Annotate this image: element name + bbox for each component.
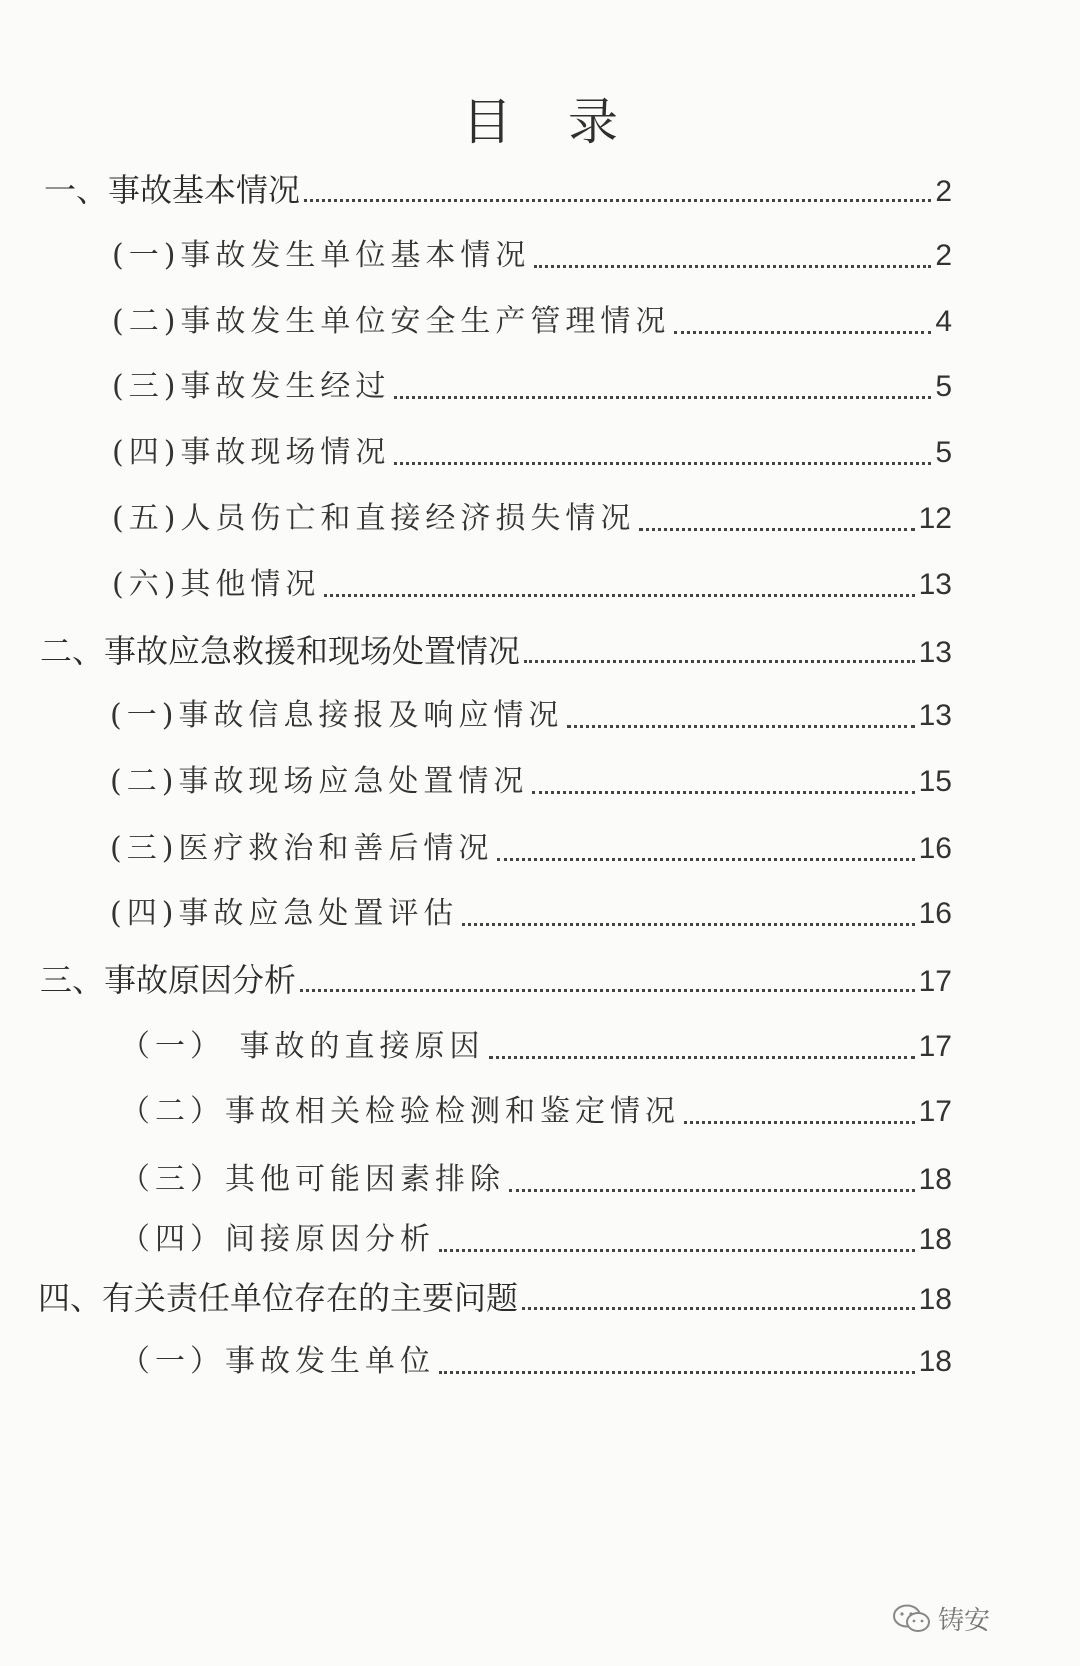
- toc-entry-page: 4: [935, 305, 952, 338]
- toc-leader-dots: [684, 1097, 915, 1124]
- toc-leader-dots: [439, 1225, 915, 1252]
- toc-entry-label: (四)事故现场情况: [112, 435, 391, 470]
- toc-leader-dots: [439, 1347, 915, 1374]
- toc-entry-label: 二、事故应急救援和现场处置情况: [40, 632, 521, 670]
- toc-entry[interactable]: [120, 1158, 952, 1202]
- toc-entry-label: （四）间接原因分析: [120, 1222, 435, 1257]
- title-char-2: 录: [568, 93, 618, 151]
- toc-entry-page: 18: [918, 1223, 952, 1256]
- toc-leader-dots: [300, 965, 915, 992]
- toc-entry-page: 18: [918, 1283, 952, 1316]
- toc-entry[interactable]: [40, 958, 952, 1002]
- toc-entry-label: （一）事故发生单位: [120, 1344, 435, 1379]
- toc-entry[interactable]: [120, 1090, 952, 1134]
- toc-entry-label: 一、事故基本情况: [44, 171, 301, 209]
- toc-leader-dots: [522, 1283, 915, 1310]
- toc-entry-label: (三)事故发生经过: [112, 369, 391, 404]
- toc-entry-page: 15: [918, 765, 952, 798]
- toc-entry-page: 18: [918, 1345, 952, 1378]
- toc-leader-dots: [639, 504, 914, 531]
- toc-entry-label: 三、事故原因分析: [40, 961, 297, 999]
- toc-entry-page: 5: [935, 436, 952, 469]
- toc-entry[interactable]: [110, 827, 952, 871]
- toc-entry-page: 13: [918, 568, 952, 601]
- toc-entry-page: 13: [918, 636, 952, 669]
- toc-leader-dots: [489, 1032, 915, 1059]
- toc-entry-label: 四、有关责任单位存在的主要问题: [38, 1279, 519, 1317]
- toc-entry[interactable]: [120, 1218, 952, 1262]
- toc-leader-dots: [304, 175, 931, 202]
- toc-entry-label: (一)事故发生单位基本情况: [112, 238, 531, 273]
- toc-entry-page: 18: [918, 1163, 952, 1196]
- toc-entry-label: （三）其他可能因素排除: [120, 1162, 505, 1197]
- toc-entry-page: 2: [935, 175, 952, 208]
- toc-entry-page: 2: [935, 239, 952, 272]
- toc-entry-page: 17: [918, 965, 952, 998]
- toc-entry[interactable]: [112, 300, 952, 344]
- toc-entry-page: 17: [918, 1030, 952, 1063]
- toc-entry-page: 16: [918, 832, 952, 865]
- toc-entry[interactable]: [112, 431, 952, 475]
- toc-entry-label: (四)事故应急处置评估: [110, 896, 459, 931]
- toc-entry[interactable]: [112, 563, 952, 607]
- toc-entry-label: (五)人员伤亡和直接经济损失情况: [112, 501, 636, 536]
- toc-entry-label: (一)事故信息接报及响应情况: [110, 698, 564, 733]
- toc-leader-dots: [394, 372, 931, 399]
- toc-entry-page: 17: [918, 1095, 952, 1128]
- toc-entry[interactable]: [110, 760, 952, 804]
- toc-leader-dots: [534, 241, 931, 268]
- toc-entry-label: （二）事故相关检验检测和鉴定情况: [120, 1094, 680, 1129]
- toc-entry[interactable]: [112, 234, 952, 278]
- toc-entry[interactable]: [110, 694, 952, 738]
- toc-entry-label: (六)其他情况: [112, 567, 321, 602]
- toc-leader-dots: [394, 438, 931, 465]
- toc-entry[interactable]: [112, 365, 952, 409]
- watermark-text: 铸安: [938, 1606, 991, 1636]
- title-char-1: 目: [462, 93, 512, 151]
- toc-entry[interactable]: [112, 497, 952, 541]
- toc-entry[interactable]: [40, 629, 952, 673]
- toc-leader-dots: [674, 307, 931, 334]
- toc-entry-label: (二)事故发生单位安全生产管理情况: [112, 304, 671, 339]
- toc-leader-dots: [462, 899, 914, 926]
- toc-entry[interactable]: [38, 1276, 952, 1320]
- toc-entry-label: (二)事故现场应急处置情况: [110, 764, 529, 799]
- watermark: [892, 1600, 990, 1637]
- toc-entry[interactable]: [120, 1340, 952, 1384]
- toc-leader-dots: [324, 570, 914, 597]
- toc-entry-page: 12: [918, 502, 952, 535]
- toc-leader-dots: [567, 701, 914, 728]
- wechat-icon: [892, 1603, 932, 1635]
- toc-entry[interactable]: [120, 1025, 952, 1069]
- toc-entry[interactable]: [44, 168, 952, 212]
- toc-entry[interactable]: [110, 892, 952, 936]
- toc-leader-dots: [509, 1165, 915, 1192]
- toc-entry-label: (三)医疗救治和善后情况: [110, 831, 494, 866]
- toc-leader-dots: [497, 834, 914, 861]
- toc-entry-page: 13: [918, 699, 952, 732]
- toc-entry-page: 5: [935, 370, 952, 403]
- toc-entry-label: （一） 事故的直接原因: [120, 1029, 485, 1064]
- toc-leader-dots: [532, 767, 914, 794]
- toc-leader-dots: [524, 636, 915, 663]
- toc-entry-page: 16: [918, 897, 952, 930]
